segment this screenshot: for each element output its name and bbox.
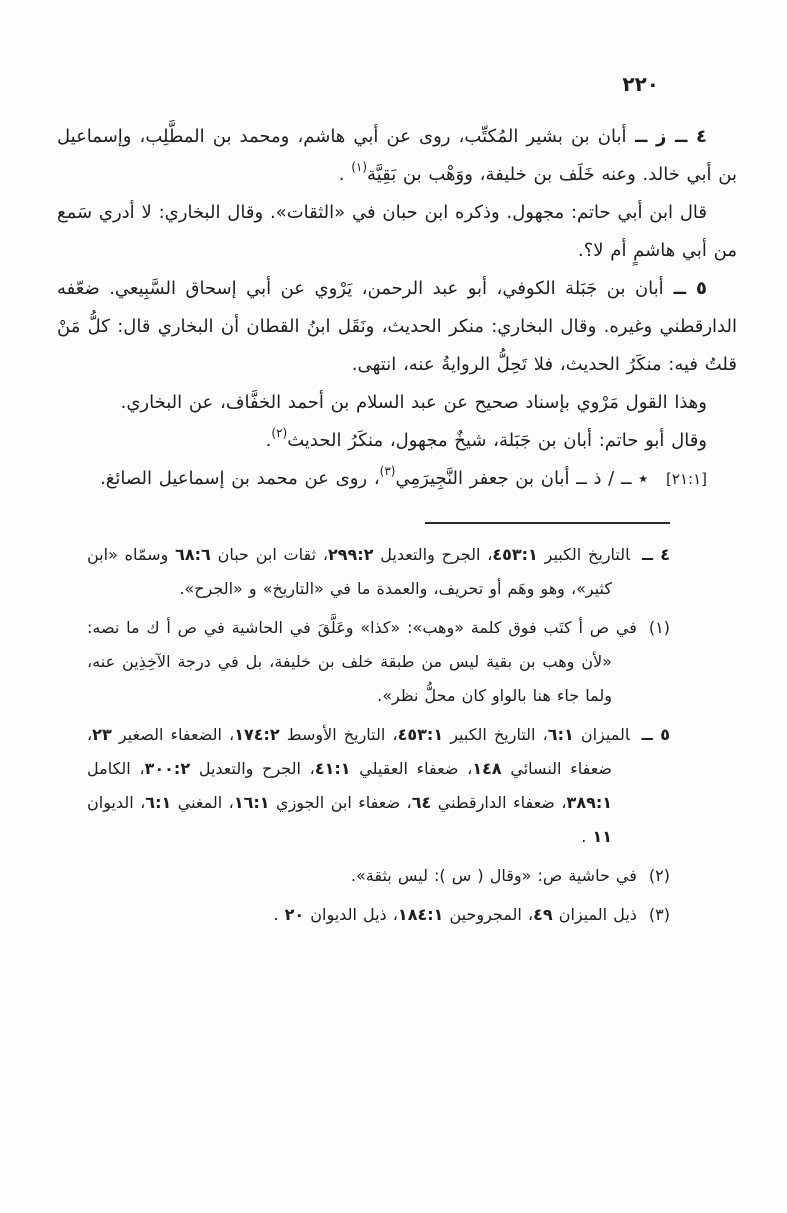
footnote-paren-1 [87,611,670,713]
main-text [57,118,737,498]
text-segment: ٢٩٩:٢ [328,545,374,564]
text-segment: وسمّاه «ابن كثير»، وهو وهَم أو تحريف، والعمدة ما في «التاريخ» و «الجرح». [87,545,612,598]
text-segment: ١٨٤:١ [397,905,444,924]
text-segment: ، ضعفاء الدارقطني [431,793,567,812]
footnote-4 [87,538,670,606]
text-segment: في ص أ كتَب فوق كلمة «وهب»: «كذا» وعَلَّقَ في الحاشية في ص أ ك ما نصه: «لأن وهب بن بقية ليس من طبقة خلف بن خليفة، بل في درجة الآخِذِين عنه، ولما جاء هنا بالواو كان محلُّ نظر». [87,618,637,705]
margin-ref: [٢١:١] [666,470,707,488]
text-segment: ، ثقات ابن حبان [210,545,328,564]
footnote-marker: (١) [648,618,670,637]
footnote-marker: (٣) [648,905,670,924]
text-segment: . [265,430,272,451]
text-segment: ٦:١ [547,725,574,744]
footnote-ref: (٢) [271,426,288,440]
text-segment: ٢٣ [92,725,112,744]
footnote-paren-2 [87,859,670,893]
paragraph-entry-4-assessment [57,194,737,270]
text-segment: ٣٨٩:١ [566,793,613,812]
footnote-marker: ٤ ــ [642,545,670,564]
text-segment: ، المغني [171,793,234,812]
text-segment: ، ضعفاء العقيلي [350,759,473,778]
page-number: ٢٢٠ [622,72,659,96]
text-segment: الميزان [573,725,630,744]
paragraph-entry-4 [57,118,737,194]
paragraph-entry-5-isnad-note [57,384,737,422]
paragraph-entry-21-1 [57,460,737,498]
text-segment: ١٧٤:٢ [234,725,280,744]
text-segment: ٤١:١ [314,759,351,778]
footnote-paren-3 [87,898,670,932]
paragraph-entry-5-abu-hatim [57,422,737,460]
text-segment: قال ابن أبي حاتم: مجهول. وذكره ابن حبان في «الثقات». وقال البخاري: لا أدري سَمع من أبي هاشمٍ أم لا؟. [57,202,737,261]
text-segment: ذيل الميزان [552,905,637,924]
text-segment: . [338,164,352,185]
footnote-ref: (١) [351,160,368,174]
text-segment: ، ضعفاء ابن الجوزي [269,793,412,812]
text-segment: أبان بن جَبَلة الكوفي، أبو عبد الرحمن، يَرْوي عن أبي إسحاق السَّبِيعي. ضعّفه الدارقطني وغيره. وقال البخاري: منكر الحديث، ونَقَل ابنُ القطان أن البخاري قال: كلُّ مَنْ قلتُ فيه: منكَرُ الحديث، فلا تَحِلُّ الروايةُ عنه، انتهى. [57,278,737,375]
text-segment: ٢٠ [284,905,305,924]
text-segment: ، الديوان [87,793,146,812]
text-segment: . [581,827,593,846]
text-segment: التاريخ الكبير [537,545,630,564]
text-segment: ٤٥٣:١ [397,725,444,744]
text-segment: ، ذيل الديوان [304,905,398,924]
text-segment: ، روى عن محمد بن إسماعيل الصائغ. [100,468,380,489]
text-segment: ٦٨:٦ [175,545,211,564]
text-segment: ١١ [592,827,612,846]
text-segment: ، المجروحين [443,905,534,924]
text-segment: ١٦:١ [233,793,270,812]
text-segment: وقال أبو حاتم: أبان بن جَبَلة، شيخٌ مجهول، منكَرُ الحديث [287,430,707,451]
footnotes [57,538,737,932]
footnote-separator [425,522,670,524]
text-segment: ٤ ــ ز ــ [626,126,707,147]
text-segment: ، ضعفاء النسائي [87,725,613,778]
text-segment: ١٤٨ [472,759,502,778]
text-segment: ٤٩ [533,905,553,924]
text-segment: ، التاريخ الأوسط [279,725,398,744]
text-segment: ٣٠٠:٢ [144,759,191,778]
text-segment: . [273,905,285,924]
text-segment: ، الكامل [87,759,145,778]
footnote-ref: (٣) [379,464,396,478]
text-segment: ٤٥٣:١ [492,545,538,564]
footnote-marker: ٥ ــ [641,725,671,744]
text-segment: وهذا القول مَرْوي بإسناد صحيح عن عبد السلام بن أحمد الخفَّاف، عن البخاري. [120,392,707,413]
text-segment: ، التاريخ الكبير [443,725,548,744]
text-segment: ٭ ــ / ذ ــ أبان بن جعفر النَّجِيرَمِي [395,468,649,489]
text-segment: ٥ ــ [663,278,707,299]
text-segment: ٦:١ [145,793,172,812]
text-segment: أبان بن بشير المُكتِّب، روى عن أبي هاشم، ومحمد بن المطَّلِب، وإسماعيل بن أبي خالد. وعنه خَلَف بن خليفة، ووَهْب بن بَقِيَّة [57,126,737,185]
paragraph-entry-5 [57,270,737,384]
text-segment: في حاشية ص: «وقال ( س ): ليس بثقة». [350,866,637,885]
text-segment: ، الضعفاء الصغير [111,725,235,744]
page-content [57,118,737,937]
text-segment: ، الجرح والتعديل [190,759,315,778]
footnote-marker: (٢) [648,866,670,885]
text-segment: ٦٤ [411,793,432,812]
text-segment: ، الجرح والتعديل [373,545,493,564]
footnote-5 [87,718,670,854]
